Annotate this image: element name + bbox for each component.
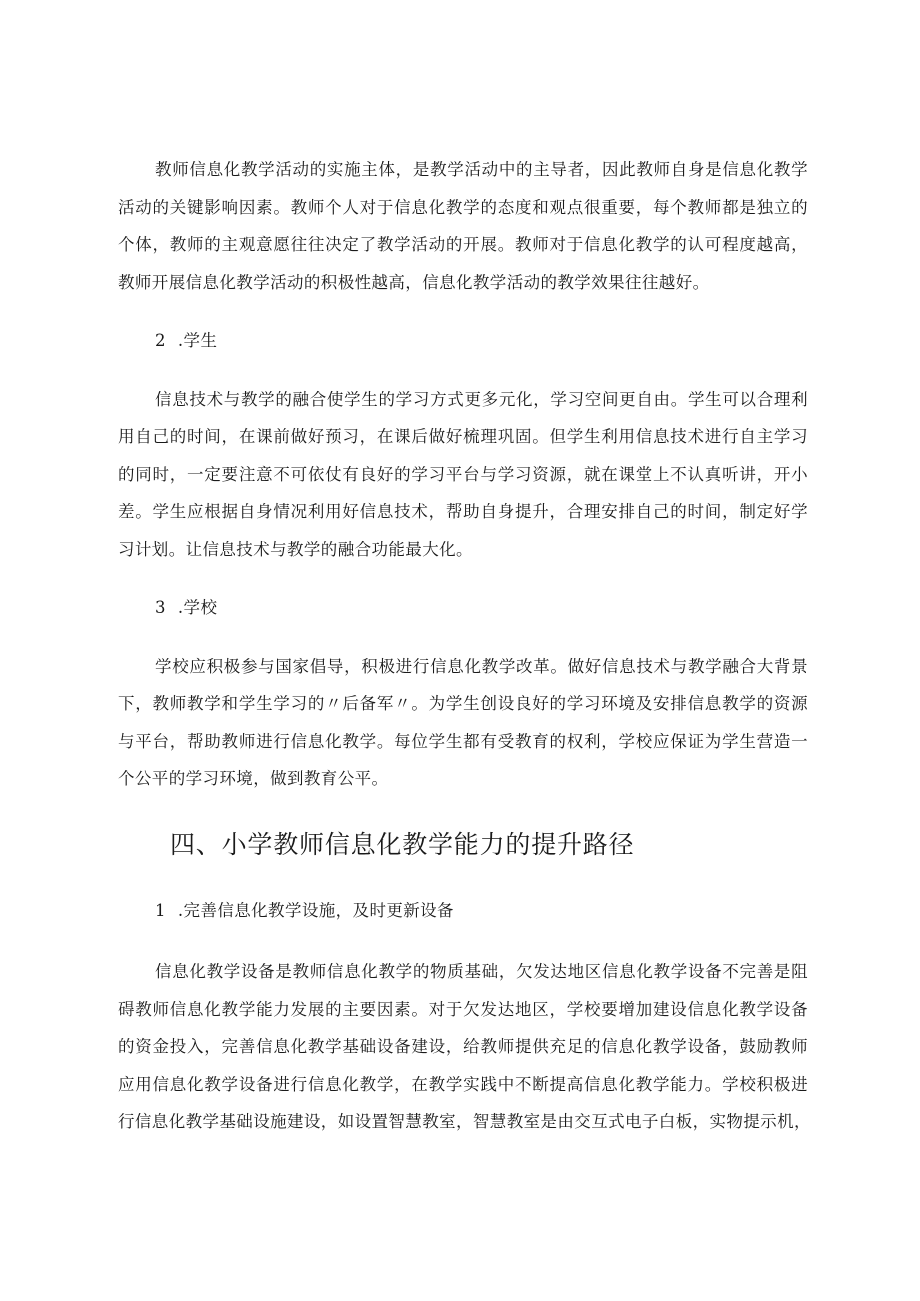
- text-line: 习计划。让信息技术与教学的融合功能最大化。: [118, 539, 473, 559]
- text-line: 教师信息化教学活动的实施主体，是教学活动中的主导者，因此教师自身是信息化教学: [155, 160, 808, 179]
- text-line: 活动的关键影响因素。教师个人对于信息化教学的态度和观点很重要，每个教师都是独立的: [118, 197, 808, 217]
- paragraph-teacher-role: [118, 151, 808, 301]
- subheading-title: .学校: [177, 598, 218, 617]
- subheading-students: [118, 322, 808, 360]
- text-line: 下，教师教学和学生学习的〃后备军〃。为学生创设良好的学习环境及安排信息教学的资源: [118, 694, 808, 713]
- text-line: 应用信息化教学设备进行信息化教学，在教学实践中不断提高信息化教学能力。学校积极进: [118, 1074, 808, 1094]
- subheading-number: 2: [155, 331, 166, 350]
- text-line: 差。学生应根据自身情况利用好信息技术，帮助自身提升，合理安排自己的时间，制定好学: [118, 502, 808, 521]
- paragraph-facilities: [118, 953, 811, 1141]
- subheading-school: [118, 589, 808, 627]
- text-line: 碍教师信息化教学能力发展的主要因素。对于欠发达地区，学校要增加建设信息化教学设备: [118, 999, 808, 1019]
- subheading-facilities: [118, 892, 808, 930]
- text-line: 个公平的学习环境，做到教育公平。: [118, 769, 389, 788]
- text-line: 用自己的时间，在课前做好预习，在课后做好梳理巩固。但学生利用信息技术进行自主学习: [118, 427, 808, 446]
- text-line: 行信息化教学基础设施建设，如设置智慧教室，智慧教室是由交互式电子白板，实物提示机，: [118, 1112, 811, 1131]
- subheading-title: .学生: [177, 331, 218, 350]
- paragraph-school: [118, 648, 808, 798]
- text-line: 与平台，帮助教师进行信息化教学。每位学生都有受教育的权利，学校应保证为学生营造一: [118, 731, 808, 751]
- text-line: 个体，教师的主观意愿往往决定了教学活动的开展。教师对于信息化教学的认可程度越高，: [118, 235, 808, 254]
- text-line: 学校应积极参与国家倡导，积极进行信息化教学改革。做好信息技术与教学融合大背景: [155, 656, 808, 676]
- document-body: [118, 151, 811, 1141]
- subheading-number: 1: [155, 900, 166, 920]
- text-line: 教师开展信息化教学活动的积极性越高，信息化教学活动的教学效果往往越好。: [118, 272, 710, 292]
- subheading-title: .完善信息化教学设施，及时更新设备: [177, 900, 454, 920]
- text-line: 信息技术与教学的融合使学生的学习方式更多元化，学习空间更自由。学生可以合理利: [155, 389, 808, 409]
- section-heading: 四、小学教师信息化教学能力的提升路径: [170, 829, 635, 859]
- subheading-number: 3: [155, 598, 166, 617]
- text-line: 信息化教学设备是教师信息化教学的物质基础，欠发达地区信息化教学设备不完善是阻: [155, 962, 808, 981]
- text-line: 的同时，一定要注意不可依仗有良好的学习平台与学习资源，就在课堂上不认真听讲，开小: [118, 464, 808, 484]
- text-line: 的资金投入，完善信息化教学基础设备建设，给教师提供充足的信息化教学设备，鼓励教师: [118, 1037, 808, 1056]
- paragraph-students: [118, 381, 808, 569]
